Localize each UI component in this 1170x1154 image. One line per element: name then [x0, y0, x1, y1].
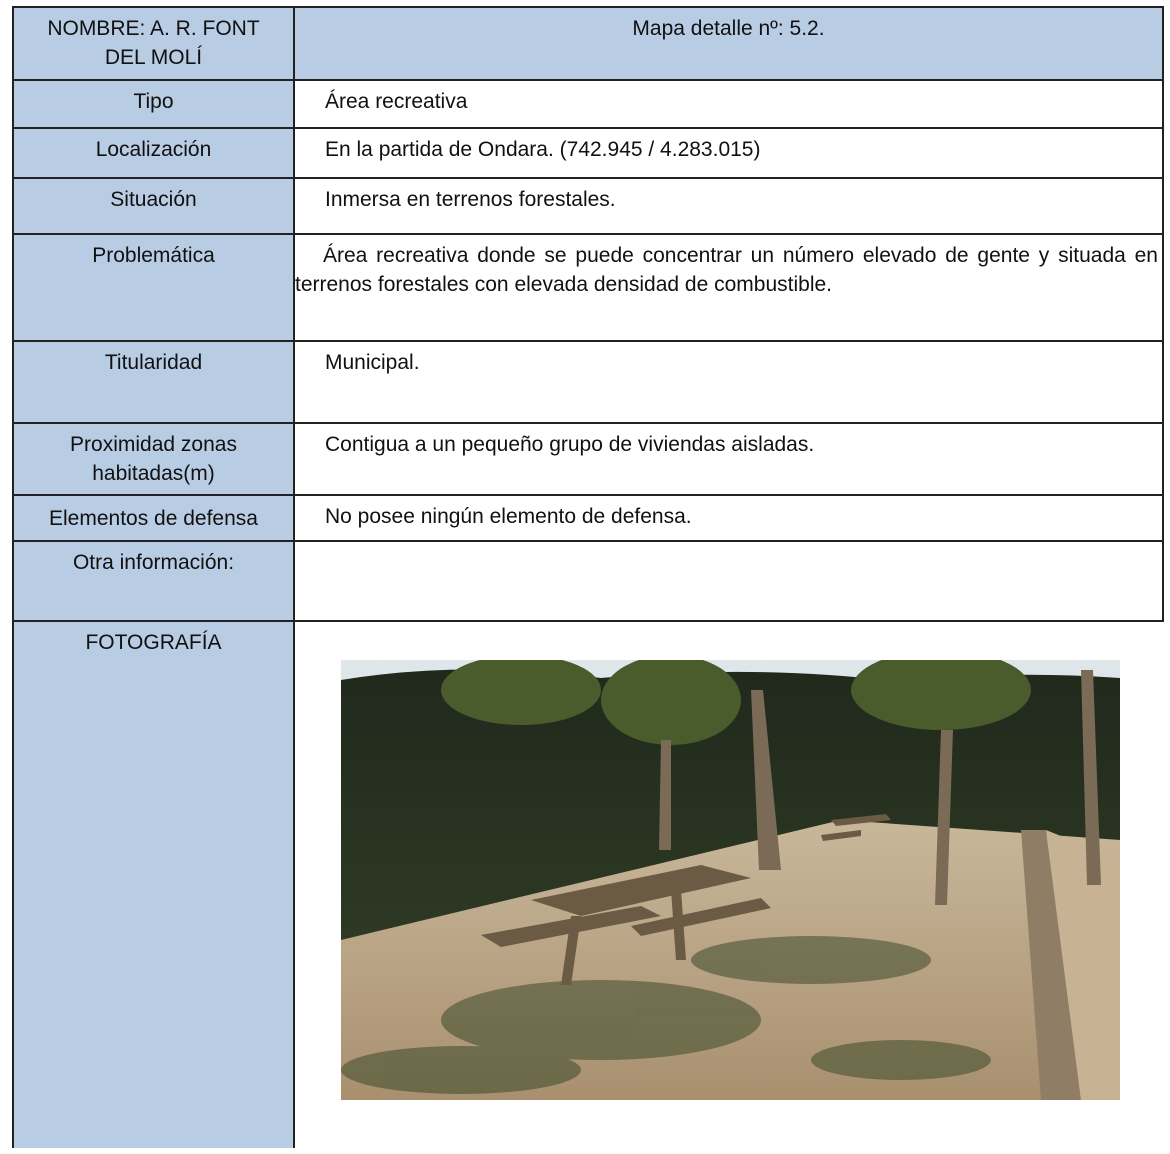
name-line-2: DEL MOLÍ [104, 46, 203, 69]
elementos-label: Elementos de defensa [13, 495, 294, 541]
tipo-label: Tipo [13, 80, 294, 128]
header-row [13, 7, 1163, 80]
tipo-value: Área recreativa [294, 80, 1163, 128]
situacion-label: Situación [13, 178, 294, 234]
titularidad-value: Municipal. [294, 341, 1163, 423]
proximidad-row [13, 423, 1163, 495]
otra-row [13, 541, 1163, 621]
otra-label: Otra información: [13, 541, 294, 621]
problematica-value: Área recreativa donde se puede concentrar un número elevado de gente y situada en terrenos forestales con elevada densidad de combustible. [295, 244, 1158, 296]
problematica-row [13, 234, 1163, 341]
localizacion-label: Localización [13, 128, 294, 178]
titularidad-row [13, 341, 1163, 423]
localizacion-row [13, 128, 1163, 178]
name-cell [13, 7, 294, 80]
titularidad-label: Titularidad [13, 341, 294, 423]
otra-value [294, 541, 1163, 621]
problematica-value-cell [294, 234, 1163, 341]
fotografia-cell [294, 621, 1163, 1148]
localizacion-value: En la partida de Ondara. (742.945 / 4.283.015) [294, 128, 1163, 178]
situacion-value: Inmersa en terrenos forestales. [294, 178, 1163, 234]
fotografia-label: FOTOGRAFÍA [13, 621, 294, 1148]
elementos-value: No posee ningún elemento de defensa. [294, 495, 1163, 541]
situacion-row [13, 178, 1163, 234]
proximidad-label-line-1: Proximidad zonas [70, 433, 237, 456]
proximidad-label [13, 423, 294, 495]
problematica-label: Problemática [13, 234, 294, 341]
fotografia-row [13, 621, 1163, 1148]
tipo-row [13, 80, 1163, 128]
recreation-area-photo [341, 660, 1120, 1100]
map-detail-cell [294, 7, 1163, 80]
name-line-1: NOMBRE: A. R. FONT [47, 17, 260, 40]
area-info-table [12, 6, 1164, 1148]
proximidad-value: Contigua a un pequeño grupo de viviendas aisladas. [294, 423, 1163, 495]
map-detail-label: Mapa detalle nº: 5.2. [632, 17, 825, 40]
elementos-row [13, 495, 1163, 541]
proximidad-label-line-2: habitadas(m) [92, 462, 215, 485]
